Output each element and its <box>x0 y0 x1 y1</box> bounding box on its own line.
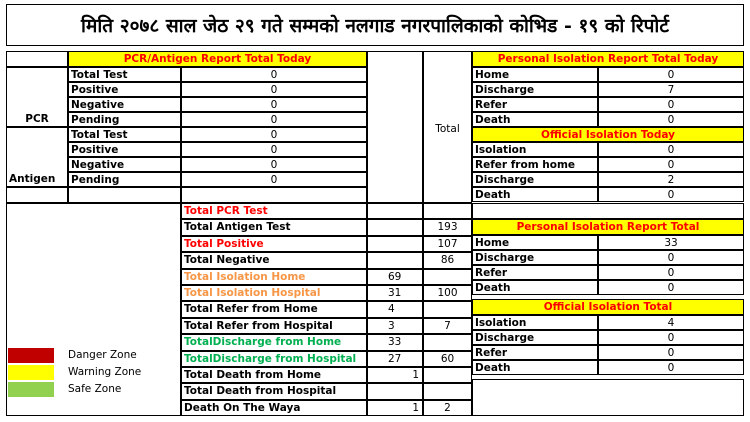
total-row-subvalue <box>367 383 423 399</box>
isolation-row-value: 0 <box>598 330 744 345</box>
blank-cell <box>472 379 744 416</box>
antigen-group-label: Antigen <box>9 173 56 185</box>
legend-swatch <box>8 365 54 380</box>
antigen-row-label: Positive <box>68 142 181 157</box>
today-total-cell <box>423 51 472 203</box>
total-row-label: TotalDischarge from Home <box>181 334 367 350</box>
isolation-row-label: Home <box>472 235 598 250</box>
total-row-value: 2 <box>423 400 472 416</box>
pcr-group-cell <box>6 67 68 127</box>
legend-label: Danger Zone <box>68 349 137 361</box>
total-row-value: 86 <box>423 252 472 268</box>
total-row-subvalue: 1 <box>367 367 423 383</box>
total-row-subvalue <box>367 252 423 268</box>
antigen-row-value: 0 <box>181 172 367 187</box>
pcr-antigen-today-header: PCR/Antigen Report Total Today <box>68 51 367 67</box>
total-row-value: 100 <box>423 285 472 301</box>
total-row-subvalue: 33 <box>367 334 423 350</box>
isolation-row-label: Discharge <box>472 250 598 265</box>
total-row-subvalue: 27 <box>367 351 423 367</box>
isolation-row-value: 7 <box>598 82 744 97</box>
isolation-row-value: 0 <box>598 360 744 375</box>
total-row-value <box>423 334 472 350</box>
total-row-label: Total Isolation Home <box>181 269 367 285</box>
antigen-row-label: Total Test <box>68 127 181 142</box>
antigen-row-value: 0 <box>181 157 367 172</box>
pcr-row-label: Negative <box>68 97 181 112</box>
pcr-group-label: PCR <box>25 113 49 125</box>
isolation-row-value: 0 <box>598 345 744 360</box>
total-row-label: Death On The Waya <box>181 400 367 416</box>
total-row-label: Total Death from Home <box>181 367 367 383</box>
report-title: मिति २०७८ साल जेठ २९ गते सम्मको नलगाड नगरपालिकाको कोभिड - १९ को रिपोर्ट <box>6 4 744 46</box>
isolation-row-value: 0 <box>598 97 744 112</box>
isolation-row-label: Home <box>472 67 598 82</box>
total-row-value: 107 <box>423 236 472 252</box>
total-row-subvalue <box>367 219 423 235</box>
total-label: Total <box>435 123 460 135</box>
blank-corner-cell <box>6 51 68 67</box>
isolation-row-value: 2 <box>598 172 744 187</box>
isolation-row-label: Isolation <box>472 142 598 157</box>
total-row-label: Total Death from Hospital <box>181 383 367 399</box>
isolation-row-label: Discharge <box>472 172 598 187</box>
total-row-value <box>423 203 472 219</box>
isolation-row-label: Discharge <box>472 82 598 97</box>
blank-cell <box>6 187 68 203</box>
blank-column-cell <box>367 51 423 203</box>
total-row-label: Total Positive <box>181 236 367 252</box>
total-row-value <box>423 269 472 285</box>
total-row-label: Total Antigen Test <box>181 219 367 235</box>
personal-isolation-today-header: Personal Isolation Report Total Today <box>472 51 744 67</box>
isolation-row-value: 0 <box>598 187 744 202</box>
isolation-row-value: 0 <box>598 142 744 157</box>
isolation-row-label: Death <box>472 280 598 295</box>
antigen-row-label: Pending <box>68 172 181 187</box>
total-row-label: TotalDischarge from Hospital <box>181 351 367 367</box>
legend-label: Safe Zone <box>68 383 122 395</box>
pcr-row-label: Positive <box>68 82 181 97</box>
pcr-row-value: 0 <box>181 112 367 127</box>
isolation-row-label: Refer <box>472 97 598 112</box>
official-isolation-today-header: Official Isolation Today <box>472 127 744 142</box>
blank-cell <box>472 203 744 219</box>
isolation-row-label: Death <box>472 360 598 375</box>
isolation-row-label: Death <box>472 187 598 202</box>
isolation-row-value: 0 <box>598 157 744 172</box>
total-row-subvalue: 3 <box>367 318 423 334</box>
isolation-row-label: Isolation <box>472 315 598 330</box>
total-row-subvalue: 4 <box>367 301 423 317</box>
blank-cell <box>68 187 181 203</box>
isolation-row-label: Refer from home <box>472 157 598 172</box>
personal-isolation-total-header: Personal Isolation Report Total <box>472 219 744 235</box>
total-row-value <box>423 383 472 399</box>
blank-cell <box>181 187 367 203</box>
isolation-row-label: Refer <box>472 345 598 360</box>
isolation-row-value: 0 <box>598 265 744 280</box>
total-row-value: 7 <box>423 318 472 334</box>
antigen-row-value: 0 <box>181 142 367 157</box>
total-row-subvalue: 31 <box>367 285 423 301</box>
total-row-subvalue: 69 <box>367 269 423 285</box>
total-row-label: Total Isolation Hospital <box>181 285 367 301</box>
isolation-row-label: Discharge <box>472 330 598 345</box>
total-row-subvalue <box>367 236 423 252</box>
pcr-row-value: 0 <box>181 82 367 97</box>
antigen-group-cell <box>6 127 68 187</box>
legend-label: Warning Zone <box>68 366 142 378</box>
total-row-value: 193 <box>423 219 472 235</box>
legend-swatch <box>8 382 54 397</box>
isolation-row-value: 0 <box>598 112 744 127</box>
isolation-row-label: Refer <box>472 265 598 280</box>
total-row-value <box>423 301 472 317</box>
total-row-value: 60 <box>423 351 472 367</box>
isolation-row-value: 4 <box>598 315 744 330</box>
total-row-subvalue <box>367 203 423 219</box>
pcr-row-label: Pending <box>68 112 181 127</box>
pcr-row-label: Total Test <box>68 67 181 82</box>
legend-swatch <box>8 348 54 363</box>
isolation-row-value: 33 <box>598 235 744 250</box>
isolation-row-value: 0 <box>598 250 744 265</box>
isolation-row-value: 0 <box>598 67 744 82</box>
official-isolation-total-header: Official Isolation Total <box>472 299 744 315</box>
total-row-value <box>423 367 472 383</box>
antigen-row-value: 0 <box>181 127 367 142</box>
total-row-subvalue: 1 <box>367 400 423 416</box>
pcr-row-value: 0 <box>181 97 367 112</box>
total-row-label: Total Refer from Hospital <box>181 318 367 334</box>
total-row-label: Total Negative <box>181 252 367 268</box>
isolation-row-label: Death <box>472 112 598 127</box>
antigen-row-label: Negative <box>68 157 181 172</box>
pcr-row-value: 0 <box>181 67 367 82</box>
total-row-label: Total PCR Test <box>181 203 367 219</box>
isolation-row-value: 0 <box>598 280 744 295</box>
total-row-label: Total Refer from Home <box>181 301 367 317</box>
